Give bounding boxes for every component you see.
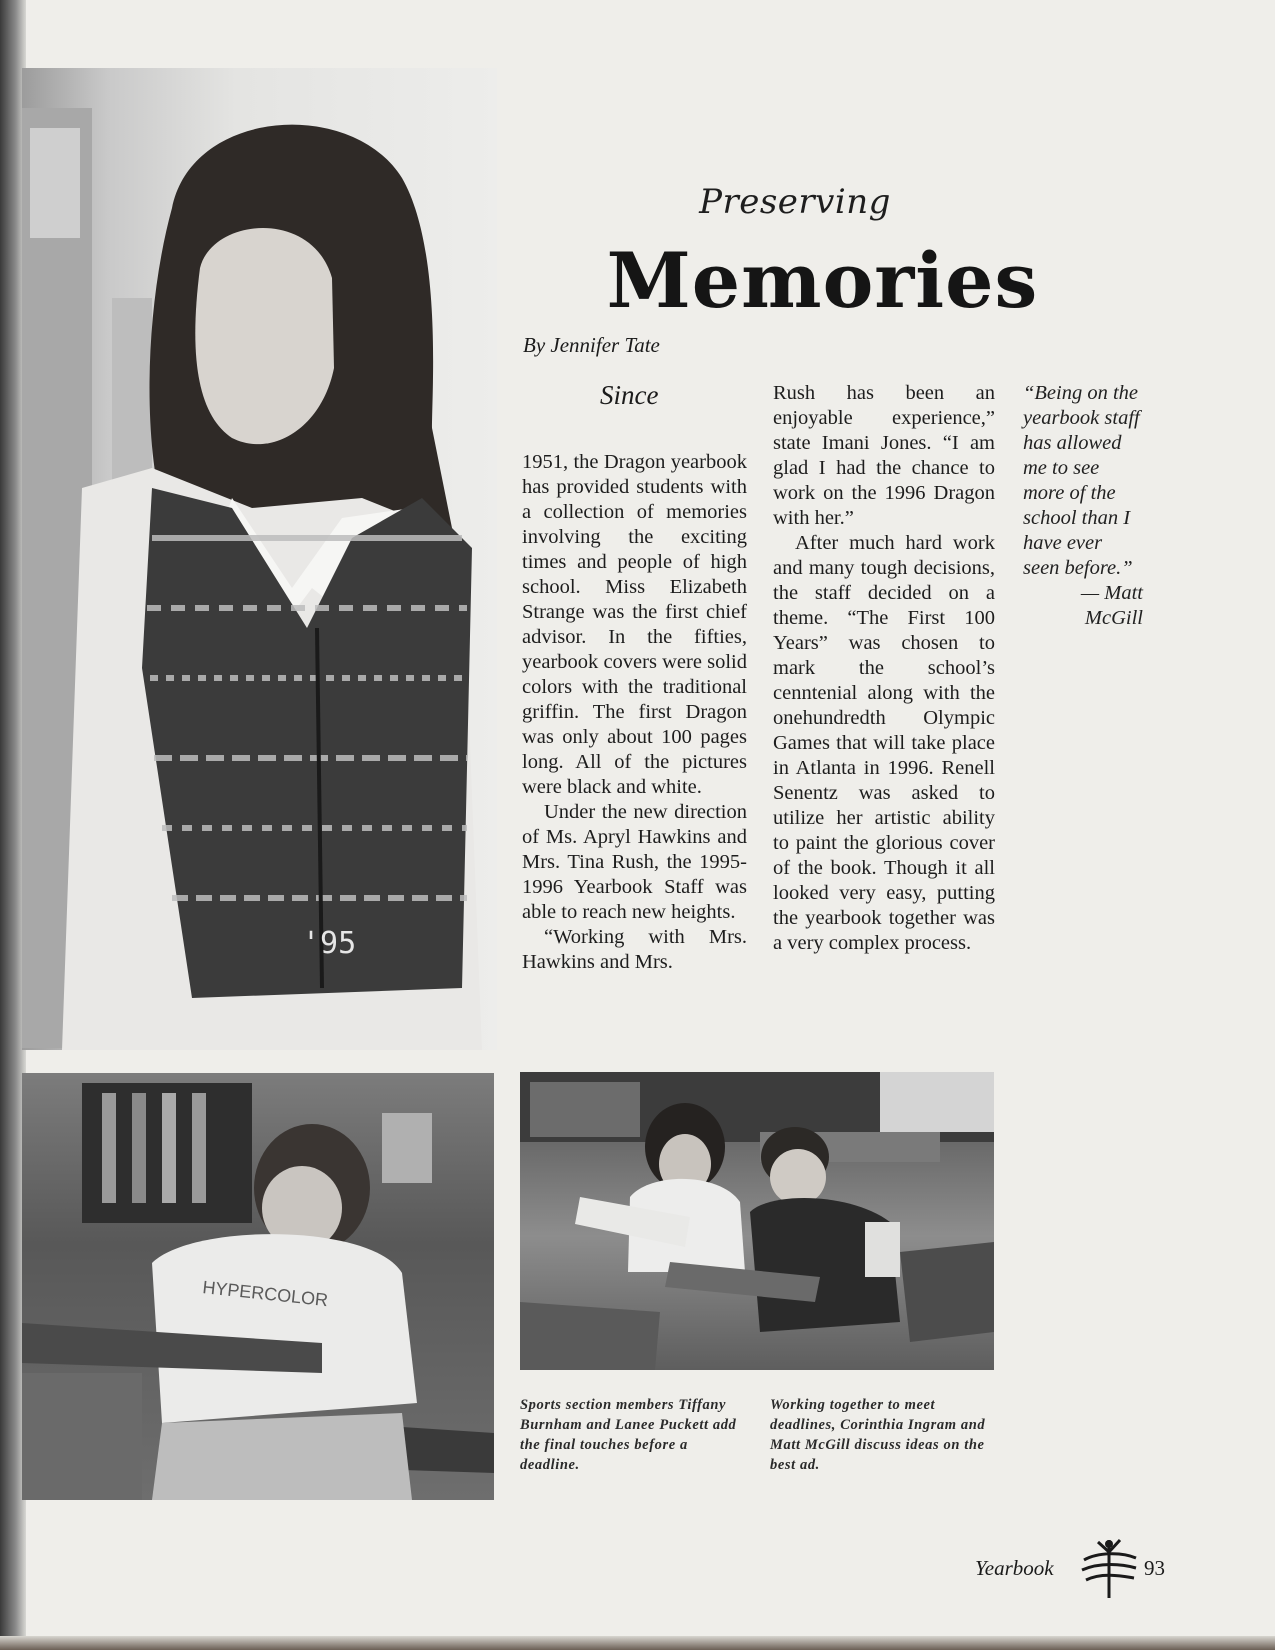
- article-paragraph: Under the new direction of Ms. Apryl Hawkins and Mrs. Tina Rush, the 1995-1996 Yearbook Staff was able to reach new heights.: [522, 801, 747, 923]
- page-bottom-edge: [0, 1636, 1275, 1650]
- page-title: Memories: [606, 236, 1039, 325]
- byline: By Jennifer Tate: [523, 333, 660, 357]
- sweatshirt-text: HYPERCOLOR: [201, 1277, 330, 1311]
- torch-logo-icon: [1078, 1534, 1140, 1600]
- article-paragraph: After much hard work and many tough decisions, the staff decided on a theme. “The First 100 Years” was chosen to mark the school’s cenntenial along with the onehundredth Olympic Games that will take place in Atlanta in 1996. Renell Senentz was asked to utilize her artistic ability to paint the glorious cover of the book. Though it all looked very easy, putting the yearbook together was a very complex process.: [773, 532, 995, 954]
- photo-student-figure: [22, 68, 497, 1050]
- article-paragraph: Rush has been an enjoyable experience,” state Imani Jones. “I am glad I had the chance to work on the 1996 Dragon with her.”: [773, 382, 995, 529]
- footer-section-name: Yearbook: [975, 1556, 1054, 1580]
- title-kicker: Preserving: [699, 182, 891, 222]
- pull-quote-attribution: — Matt McGill: [1080, 582, 1143, 629]
- photo-student-writing: [22, 1073, 494, 1500]
- article-dropword: Since: [600, 380, 659, 410]
- pull-quote: [1023, 381, 1143, 631]
- article-column-1: [522, 450, 747, 975]
- photo-caption-right: Working together to meet deadlines, Corinthia Ingram and Matt McGill discuss ideas on the best ad.: [770, 1397, 986, 1473]
- photo-writing-figure: [22, 1073, 494, 1500]
- photo-discussion-figure: [520, 1072, 994, 1370]
- vest-year-text: '95: [302, 926, 357, 961]
- page-number: 93: [1144, 1556, 1165, 1580]
- photo-caption-left: Sports section members Tiffany Burnham and Lanee Puckett add the final touches before a deadline.: [520, 1397, 737, 1473]
- article-paragraph: 1951, the Dragon yearbook has provided students with a collection of memories involving the exciting times and people of high school. Miss Elizabeth Strange was the first chief advisor. In the fifties, yearbook covers were solid colors with the traditional griffin. The first Dragon was only about 100 pages long. All of the pictures were black and white.: [522, 451, 747, 798]
- pull-quote-text: “Being on the yearbook staff has allowed me to see more of the school than I have ever seen before.”: [1023, 382, 1140, 579]
- photo-student-sweater-vest: [22, 68, 497, 1050]
- article-column-2: [773, 381, 995, 956]
- article-paragraph: “Working with Mrs. Hawkins and Mrs.: [522, 926, 747, 973]
- photo-students-discussing: [520, 1072, 994, 1370]
